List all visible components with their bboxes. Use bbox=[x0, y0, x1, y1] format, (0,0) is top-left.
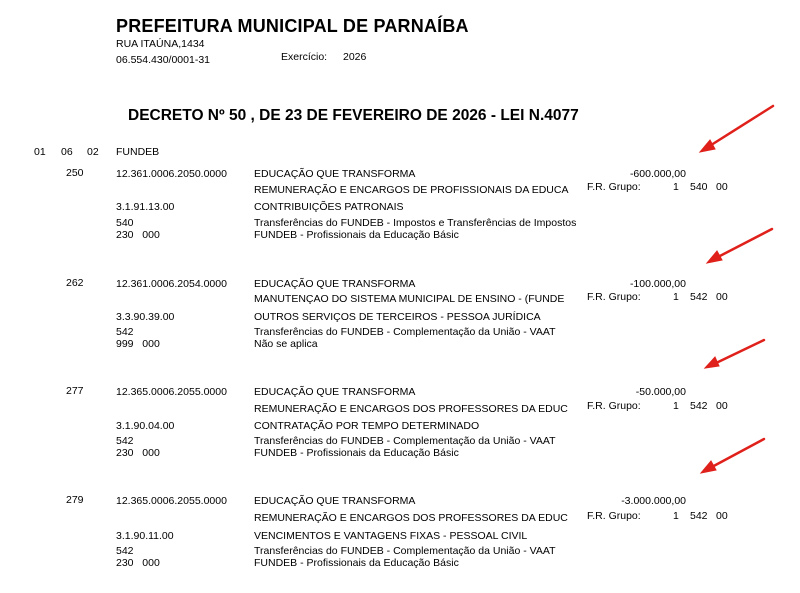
fr-3: 00 bbox=[716, 400, 728, 412]
exercicio-label: Exercício: bbox=[281, 51, 328, 63]
decree-title: DECRETO Nº 50 , DE 23 DE FEVEREIRO DE 2026 - LEI N.4077 bbox=[128, 107, 579, 124]
entry-value: -100.000,00 bbox=[629, 278, 686, 290]
entry-source-code: 542 bbox=[116, 326, 134, 338]
entry-value: -3.000.000,00 bbox=[621, 495, 686, 507]
entry-element-desc: VENCIMENTOS E VANTAGENS FIXAS - PESSOAL CIVIL bbox=[254, 530, 528, 542]
fr-1: 1 bbox=[673, 291, 679, 303]
entry-action: REMUNERAÇÃO E ENCARGOS DE PROFISSIONAIS DA EDUCA bbox=[254, 184, 569, 196]
entry-number: 279 bbox=[66, 494, 84, 506]
entry-detail-code: 230 000 bbox=[116, 557, 160, 569]
fr-3: 00 bbox=[716, 510, 728, 522]
org-name: PREFEITURA MUNICIPAL DE PARNAÍBA bbox=[116, 16, 469, 36]
fr-2: 542 bbox=[690, 291, 708, 303]
fr-2: 542 bbox=[690, 510, 708, 522]
entry-code: 12.365.0006.2055.0000 bbox=[116, 495, 227, 507]
entry-code: 12.361.0006.2050.0000 bbox=[116, 168, 227, 180]
red-arrow-icon bbox=[705, 340, 764, 368]
fr-label: F.R. Grupo: bbox=[587, 510, 641, 522]
entry-number: 250 bbox=[66, 167, 84, 179]
address: RUA ITAÚNA,1434 bbox=[116, 38, 205, 50]
entry-detail-desc: Não se aplica bbox=[254, 338, 318, 350]
entry-source-desc: Transferências do FUNDEB - Complementação da União - VAAT bbox=[254, 435, 556, 447]
fr-1: 1 bbox=[673, 181, 679, 193]
entry-source-desc: Transferências do FUNDEB - Complementação da União - VAAT bbox=[254, 545, 556, 557]
exercicio-value: 2026 bbox=[343, 51, 367, 63]
entry-program: EDUCAÇÃO QUE TRANSFORMA bbox=[254, 168, 416, 180]
entry-action: REMUNERAÇÃO E ENCARGOS DOS PROFESSORES DA EDUC bbox=[254, 512, 568, 524]
fr-2: 540 bbox=[690, 181, 708, 193]
fr-label: F.R. Grupo: bbox=[587, 291, 641, 303]
entry-element-desc: CONTRIBUIÇÕES PATRONAIS bbox=[254, 201, 404, 213]
entry-element: 3.3.90.39.00 bbox=[116, 311, 175, 323]
fr-3: 00 bbox=[716, 291, 728, 303]
fr-1: 1 bbox=[673, 400, 679, 412]
red-arrow-icon bbox=[700, 106, 773, 152]
entry-detail-code: 999 000 bbox=[116, 338, 160, 350]
unit-code-2: 06 bbox=[61, 146, 73, 158]
cnpj: 06.554.430/0001-31 bbox=[116, 54, 211, 66]
entry-action: REMUNERAÇÃO E ENCARGOS DOS PROFESSORES DA EDUC bbox=[254, 403, 568, 415]
fr-1: 1 bbox=[673, 510, 679, 522]
fr-label: F.R. Grupo: bbox=[587, 181, 641, 193]
entry-detail-code: 230 000 bbox=[116, 229, 160, 241]
entry-value: -600.000,00 bbox=[629, 168, 686, 180]
entry-code: 12.361.0006.2054.0000 bbox=[116, 278, 227, 290]
entry-element-desc: CONTRATAÇÃO POR TEMPO DETERMINADO bbox=[254, 420, 480, 432]
entry-source-desc: Transferências do FUNDEB - Impostos e Transferências de Impostos bbox=[254, 217, 577, 229]
entry-number: 277 bbox=[66, 385, 84, 397]
entry-source-code: 540 bbox=[116, 217, 134, 229]
entry-source-code: 542 bbox=[116, 435, 134, 447]
entry-element-desc: OUTROS SERVIÇOS DE TERCEIROS - PESSOA JURÍDICA bbox=[254, 311, 541, 323]
entry-detail-desc: FUNDEB - Profissionais da Educação Básic bbox=[254, 447, 459, 459]
unit-code-1: 01 bbox=[34, 146, 46, 158]
entry-detail-desc: FUNDEB - Profissionais da Educação Básic bbox=[254, 557, 459, 569]
entry-detail-code: 230 000 bbox=[116, 447, 160, 459]
entry-code: 12.365.0006.2055.0000 bbox=[116, 386, 227, 398]
fr-3: 00 bbox=[716, 181, 728, 193]
entry-element: 3.1.91.13.00 bbox=[116, 201, 175, 213]
unit-name: FUNDEB bbox=[116, 146, 160, 158]
unit-code-3: 02 bbox=[87, 146, 99, 158]
entry-source-code: 542 bbox=[116, 545, 134, 557]
entry-detail-desc: FUNDEB - Profissionais da Educação Básic bbox=[254, 229, 459, 241]
entry-value: -50.000,00 bbox=[635, 386, 686, 398]
red-arrow-icon bbox=[707, 229, 772, 263]
entry-action: MANUTENÇAO DO SISTEMA MUNICIPAL DE ENSINO - (FUNDE bbox=[254, 293, 565, 305]
entry-program: EDUCAÇÃO QUE TRANSFORMA bbox=[254, 278, 416, 290]
fr-label: F.R. Grupo: bbox=[587, 400, 641, 412]
red-arrow-icon bbox=[701, 439, 764, 473]
entry-number: 262 bbox=[66, 277, 84, 289]
entry-element: 3.1.90.04.00 bbox=[116, 420, 175, 432]
entry-source-desc: Transferências do FUNDEB - Complementação da União - VAAT bbox=[254, 326, 556, 338]
entry-program: EDUCAÇÃO QUE TRANSFORMA bbox=[254, 495, 416, 507]
entry-element: 3.1.90.11.00 bbox=[116, 530, 174, 542]
fr-2: 542 bbox=[690, 400, 708, 412]
entry-program: EDUCAÇÃO QUE TRANSFORMA bbox=[254, 386, 416, 398]
